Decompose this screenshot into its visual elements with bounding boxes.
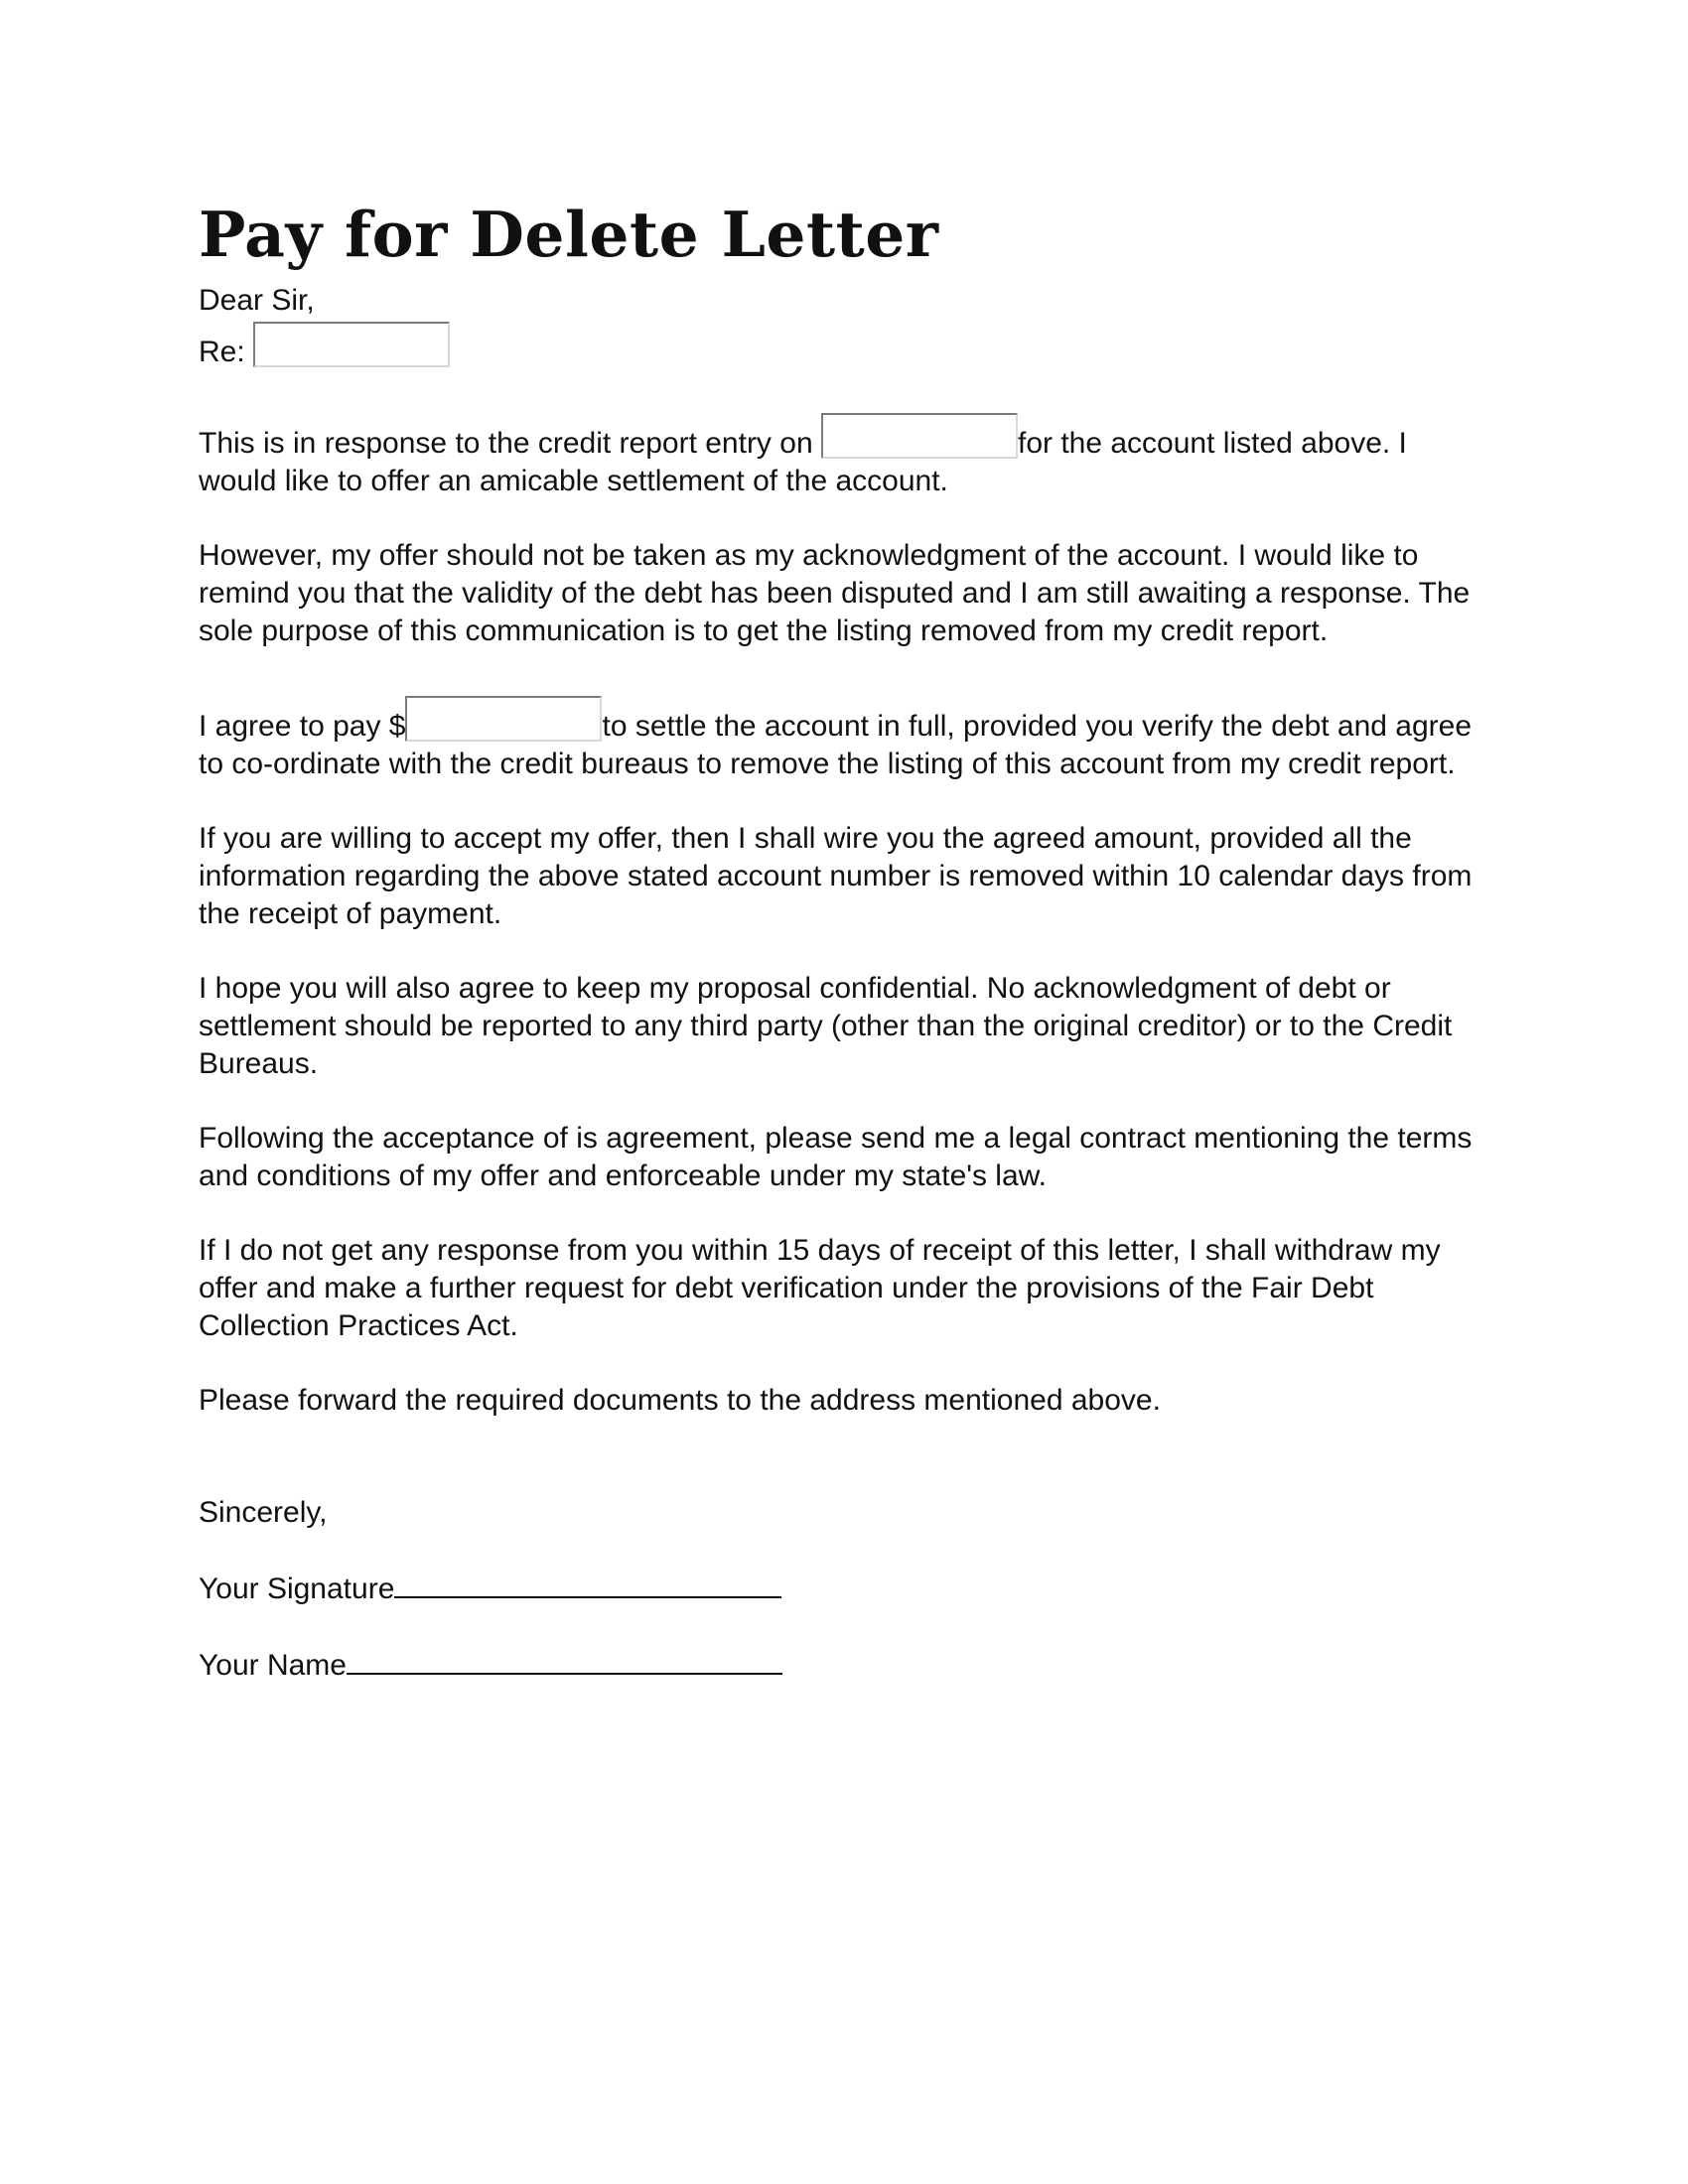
name-label: Your Name <box>199 1649 347 1682</box>
amount-input[interactable] <box>405 696 602 742</box>
credit-entry-text-before: This is in response to the credit report entry on <box>199 427 813 460</box>
name-field[interactable] <box>347 1645 782 1675</box>
paragraph-forward-documents: Please forward the required documents to the address mentioned above. <box>199 1384 1161 1417</box>
credit-entry-text-after: for the account listed above. I would like to offer an amicable settlement of the account. <box>199 427 1407 497</box>
paragraph-legal-contract: Following the acceptance of is agreement, please send me a legal contract mentioning the terms and conditions of my offer and enforceable under my state's law. <box>199 1122 1473 1192</box>
signature-line <box>199 1569 1489 1608</box>
letter-title: Pay for Delete Letter <box>199 198 939 271</box>
payment-text-before: I agree to pay $ <box>199 710 406 743</box>
paragraph-wire-payment: If you are willing to accept my offer, then I shall wire you the agreed amount, provided all the information regarding the above stated account number is removed within 10 calendar days from the receipt of payment. <box>199 822 1473 930</box>
paragraph-payment-offer <box>199 696 1489 783</box>
salutation: Dear Sir, <box>199 284 315 317</box>
signature-field[interactable] <box>394 1569 781 1598</box>
paragraph-confidential: I hope you will also agree to keep my proposal confidential. No acknowledgment of debt or settlement should be reported to any third party (other than the original creditor) or to the Credit Bureaus. <box>199 972 1453 1080</box>
paragraph-not-acknowledgment: However, my offer should not be taken as my acknowledgment of the account. I would like to remind you that the validity of the debt has been disputed and I am still awaiting a response. The sole purpose of this communication is to get the listing removed from my credit report. <box>199 539 1471 647</box>
signature-label: Your Signature <box>199 1572 395 1605</box>
paragraph-withdraw-offer: If I do not get any response from you within 15 days of receipt of this letter, I shall withdraw my offer and make a further request for debt verification under the provisions of the Fair Debt Collection Practices Act. <box>199 1234 1441 1342</box>
closing: Sincerely, <box>199 1496 328 1529</box>
letter-page <box>199 195 1489 1685</box>
re-input[interactable] <box>253 322 450 367</box>
entry-date-input[interactable] <box>821 413 1018 459</box>
name-line <box>199 1645 1489 1685</box>
payment-text-after: to settle the account in full, provided you verify the debt and agree to co-ordinate with the credit bureaus to remove the listing of this account from my credit report. <box>199 710 1473 780</box>
re-label: Re: <box>199 336 245 368</box>
paragraph-credit-entry <box>199 413 1489 500</box>
re-line <box>199 322 1489 371</box>
